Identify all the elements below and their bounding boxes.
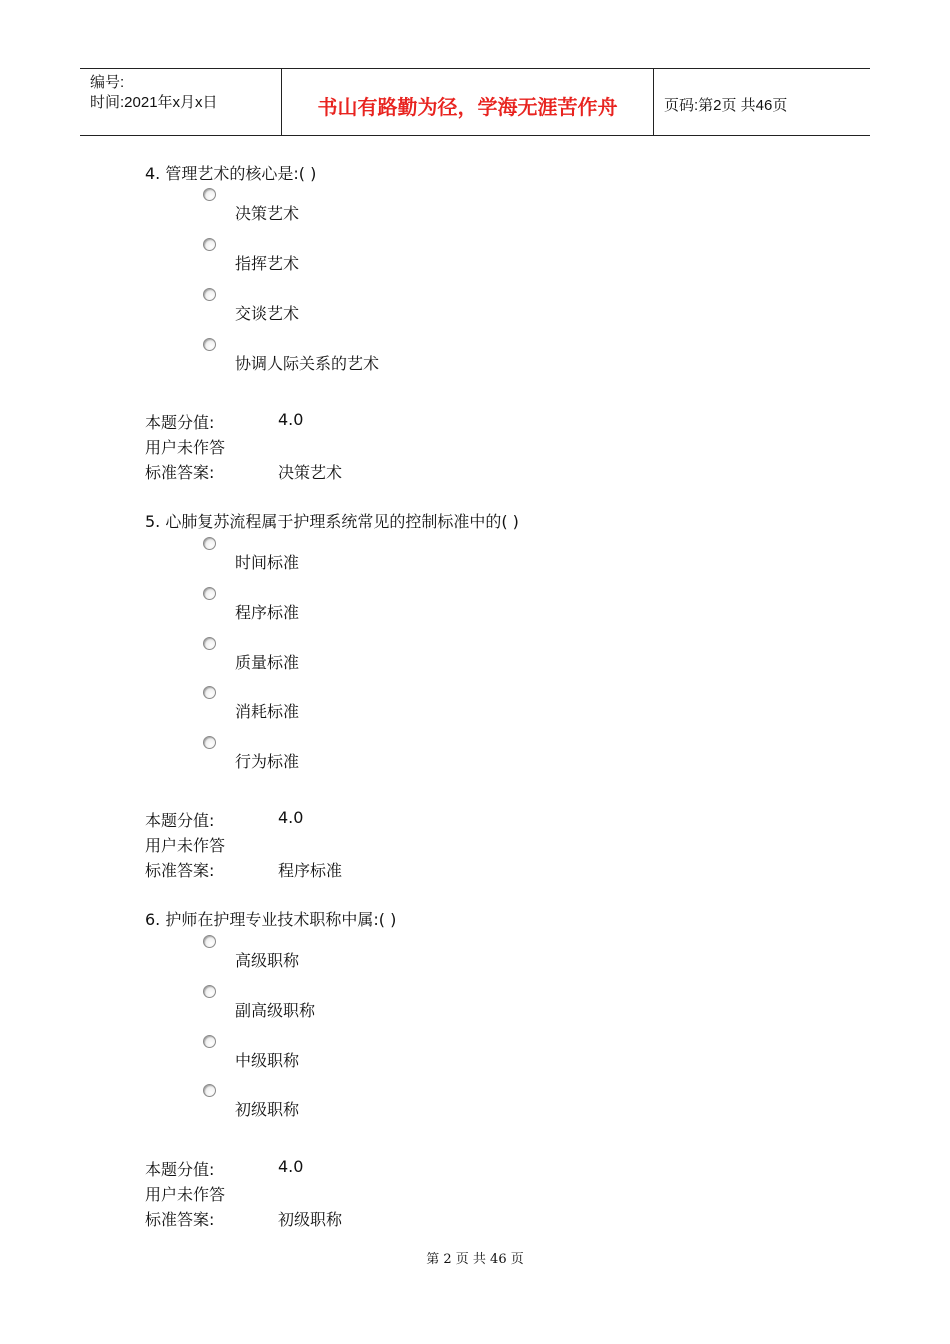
header-motto-cell [282, 69, 654, 135]
radio-button-icon[interactable] [203, 1035, 216, 1048]
page-header [80, 68, 870, 136]
user-status: 用户未作答 [145, 1185, 226, 1204]
score-value: 4.0 [278, 410, 304, 429]
option-label[interactable]: 行为标准 [235, 752, 300, 771]
option-label[interactable]: 副高级职称 [235, 1001, 316, 1020]
radio-button-icon[interactable] [203, 238, 216, 251]
score-label: 本题分值: [145, 413, 215, 432]
time-label: 时间:2021年x月x日 [90, 94, 218, 111]
answer-value: 初级职称 [278, 1210, 343, 1229]
header-page-cell [654, 69, 870, 135]
page-footer: 第 2 页 共 46 页 [426, 1252, 524, 1267]
radio-button-icon[interactable] [203, 188, 216, 201]
radio-button-icon[interactable] [203, 935, 216, 948]
header-page-info: 页码:第2页 共46页 [664, 97, 788, 114]
answer-label: 标准答案: [145, 463, 215, 482]
radio-button-icon[interactable] [203, 587, 216, 600]
user-status: 用户未作答 [145, 438, 226, 457]
radio-button-icon[interactable] [203, 686, 216, 699]
option-label[interactable]: 协调人际关系的艺术 [235, 354, 380, 373]
option-label[interactable]: 质量标准 [235, 653, 300, 672]
option-label[interactable]: 程序标准 [235, 603, 300, 622]
radio-button-icon[interactable] [203, 288, 216, 301]
option-label[interactable]: 交谈艺术 [235, 304, 300, 323]
option-label[interactable]: 指挥艺术 [235, 254, 300, 273]
score-value: 4.0 [278, 1157, 304, 1176]
header-info-cell [80, 69, 282, 135]
question-stem: 5. 心肺复苏流程属于护理系统常见的控制标准中的( ) [145, 512, 519, 531]
motto-text: 书山有路勤为径，学海无涯苦作舟 [317, 95, 618, 119]
option-label[interactable]: 决策艺术 [235, 204, 300, 223]
serial-label: 编号: [90, 74, 125, 91]
option-label[interactable]: 中级职称 [235, 1051, 300, 1070]
question-stem: 6. 护师在护理专业技术职称中属:( ) [145, 910, 397, 929]
option-label[interactable]: 消耗标准 [235, 702, 300, 721]
question-stem: 4. 管理艺术的核心是:( ) [145, 164, 317, 183]
option-label[interactable]: 高级职称 [235, 951, 300, 970]
option-label[interactable]: 时间标准 [235, 553, 300, 572]
answer-label: 标准答案: [145, 861, 215, 880]
answer-label: 标准答案: [145, 1210, 215, 1229]
answer-value: 决策艺术 [278, 463, 343, 482]
radio-button-icon[interactable] [203, 985, 216, 998]
user-status: 用户未作答 [145, 836, 226, 855]
radio-button-icon[interactable] [203, 736, 216, 749]
radio-button-icon[interactable] [203, 637, 216, 650]
radio-button-icon[interactable] [203, 338, 216, 351]
score-label: 本题分值: [145, 811, 215, 830]
score-value: 4.0 [278, 808, 304, 827]
radio-button-icon[interactable] [203, 537, 216, 550]
radio-button-icon[interactable] [203, 1084, 216, 1097]
option-label[interactable]: 初级职称 [235, 1100, 300, 1119]
answer-value: 程序标准 [278, 861, 343, 880]
score-label: 本题分值: [145, 1160, 215, 1179]
